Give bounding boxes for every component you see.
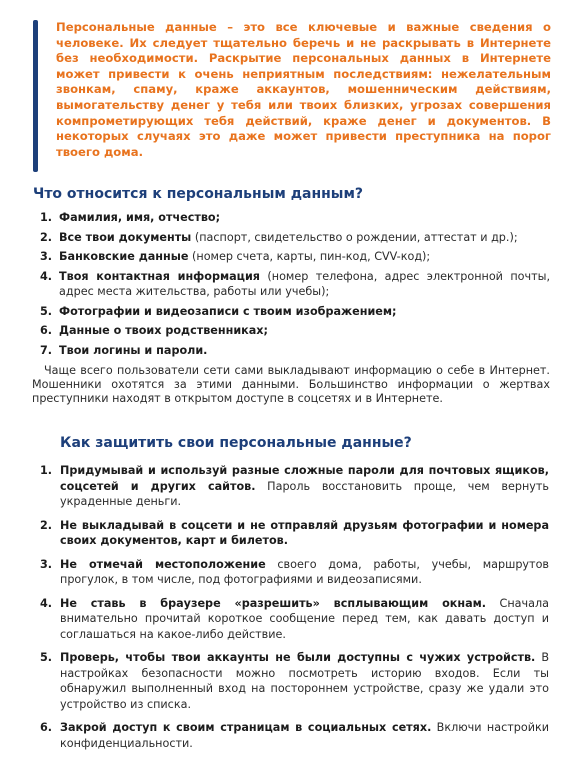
list-item: 7. Твои логины и пароли. — [40, 343, 208, 357]
callout-accent-bar — [33, 20, 38, 172]
list-item: 1. Придумывай и используй разные сложные пароли для почтовых ящиков, соцсетей и других сайтов. Пароль восстановить проще, чем вернуть украденные деньги. — [40, 464, 549, 508]
personal-data-list — [40, 210, 550, 362]
section2-heading: Как защитить свои персональные данные? — [60, 435, 412, 451]
list-item: 1. Фамилия, имя, отчество; — [40, 211, 221, 224]
list-item: 4. Не ставь в браузере «разрешить» всплывающим окнам. Сначала внимательно прочитай короткое сообщение перед тем, как давать доступ и соглашаться на какое-либо действие. — [40, 596, 549, 641]
section1-paragraph: Чаще всего пользователи сети сами выкладывают информацию о себе в Интернет. Мошенники охотятся за этими данными. Большинство информации о жертвах преступники находят в открытом доступе в соцсетях и в Интернете. — [32, 364, 550, 405]
list-item: 2. Все твои документы (паспорт, свидетельство о рождении, аттестат и др.); — [40, 230, 518, 244]
list-item: 3. Не отмечай местоположение своего дома, работы, учебы, маршрутов прогулок, в том числе, под фотографиями и видеозаписями. — [40, 557, 550, 586]
section1-heading: Что относится к персональным данным? — [33, 186, 364, 202]
list-item: 6. Закрой доступ к своим страницам в социальных сетях. Включи настройки конфиденциальности. — [40, 721, 549, 750]
intro-text: Персональные данные – это все ключевые и важные сведения о человеке. Их следует тщательно беречь и не раскрывать в Интернете без необходимости. Раскрытие персональных данных в Интернете может привести к очень неприятным последствиям: нежелательным звонкам, спаму, краже аккаунтов, мошенническим действиям, вымогательству денег у тебя или твоих близких, угрозах совершения компрометирующих тебя действий, краже денег и документов. В некоторых случаях это даже может привести преступника на порог твоего дома. — [56, 20, 551, 159]
list-item: 5. Проверь, чтобы твои аккаунты не были доступны с чужих устройств. В настройках безопасности можно посмотреть историю входов. Если ты обнаружил выполненный вход на постороннем устройстве, сразу же удали это устройство из списка. — [40, 651, 549, 711]
list-item: 5. Фотографии и видеозаписи с твоим изображением; — [40, 304, 397, 318]
list-item: 3. Банковские данные (номер счета, карты, пин-код, CVV-код); — [40, 250, 431, 263]
protection-tips-list — [40, 463, 549, 759]
intro-callout — [33, 20, 551, 160]
list-item: 6. Данные о твоих родственниках; — [40, 324, 268, 337]
list-item: 4. Твоя контактная информация (номер телефона, адрес электронной почты, адрес места жительства, работы или учебы); — [40, 269, 551, 298]
list-item: 2. Не выкладывай в соцсети и не отправляй друзьям фотографии и номера своих документов, карт и билетов. — [40, 518, 549, 547]
